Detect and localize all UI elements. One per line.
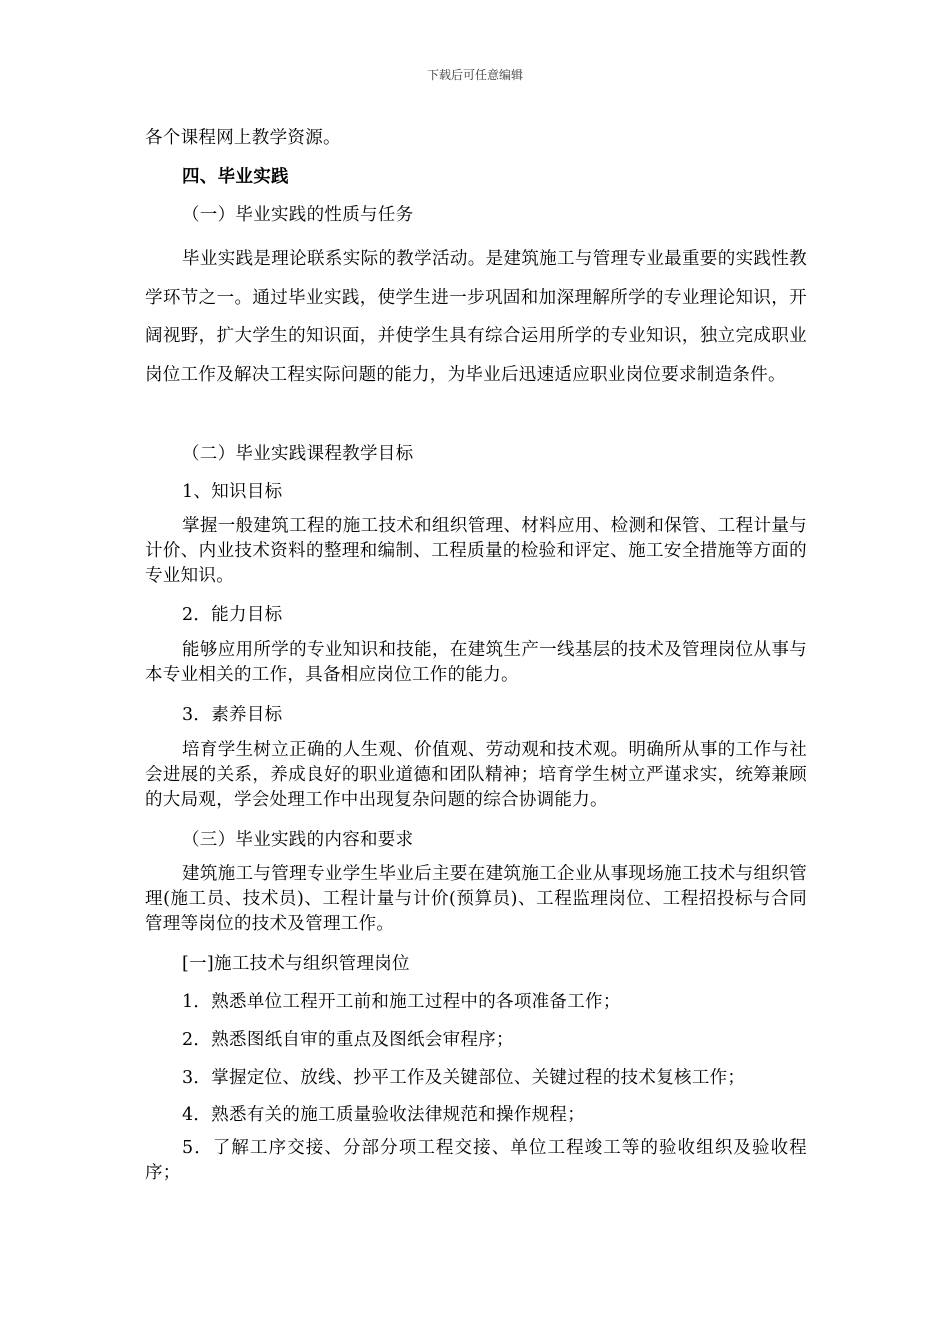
section-heading-graduation-practice: 四、毕业实践 [182, 167, 289, 187]
item-heading-literacy-goal: 3．素养目标 [182, 705, 283, 725]
list-item-4: 4．熟悉有关的施工质量验收法律规范和操作规程； [182, 1105, 586, 1125]
paragraph-continuation: 各个课程网上教学资源。 [145, 128, 341, 148]
paragraph-ability-goal: 能够应用所学的专业知识和技能，在建筑生产一线基层的技术及管理岗位从事与本专业相关的工作，具备相应岗位工作的能力。 [145, 640, 807, 685]
item-heading-knowledge-goal: 1、知识目标 [182, 482, 283, 502]
subsection-heading-nature-tasks: （一）毕业实践的性质与任务 [182, 205, 414, 225]
list-item-3: 3．掌握定位、放线、抄平工作及关键部位、关键过程的技术复核工作； [182, 1068, 746, 1088]
subsection-heading-teaching-goals: （二）毕业实践课程教学目标 [182, 444, 414, 464]
paragraph-knowledge-goal: 掌握一般建筑工程的施工技术和组织管理、材料应用、检测和保管、工程计量与计价、内业技术资料的整理和编制、工程质量的检验和评定、施工安全措施等方面的专业知识。 [145, 516, 807, 586]
page-header: 下载后可任意编辑 [426, 68, 523, 82]
item-heading-ability-goal: 2．能力目标 [182, 605, 283, 625]
list-item-5: 5．了解工序交接、分部分项工程交接、单位工程竣工等的验收组织及验收程序； [145, 1138, 807, 1183]
subsection-heading-construction-management: [一]施工技术与组织管理岗位 [182, 954, 410, 974]
list-item-1: 1．熟悉单位工程开工前和施工过程中的各项准备工作； [182, 992, 621, 1012]
subsection-heading-content-requirements: （三）毕业实践的内容和要求 [182, 830, 414, 850]
paragraph-nature-tasks: 毕业实践是理论联系实际的教学活动。是建筑施工与管理专业最重要的实践性教学环节之一。通过毕业实践，使学生进一步巩固和加深理解所学的专业理论知识，开阔视野，扩大学生的知识面，并使学生具有综合运用所学的专业知识，独立完成职业岗位工作及解决工程实际问题的能力，为毕业后迅速适应职业岗位要求制造条件。 [145, 249, 807, 385]
list-item-2: 2．熟悉图纸自审的重点及图纸会审程序； [182, 1030, 514, 1050]
paragraph-content-requirements: 建筑施工与管理专业学生毕业后主要在建筑施工企业从事现场施工技术与组织管理(施工员、技术员)、工程计量与计价(预算员)、工程监理岗位、工程招投标与合同管理等岗位的技术及管理工作。 [145, 864, 807, 934]
paragraph-literacy-goal: 培育学生树立正确的人生观、价值观、劳动观和技术观。明确所从事的工作与社会进展的关系，养成良好的职业道德和团队精神；培育学生树立严谨求实，统筹兼顾的大局观，学会处理工作中出现复杂问题的综合协调能力。 [145, 740, 807, 810]
